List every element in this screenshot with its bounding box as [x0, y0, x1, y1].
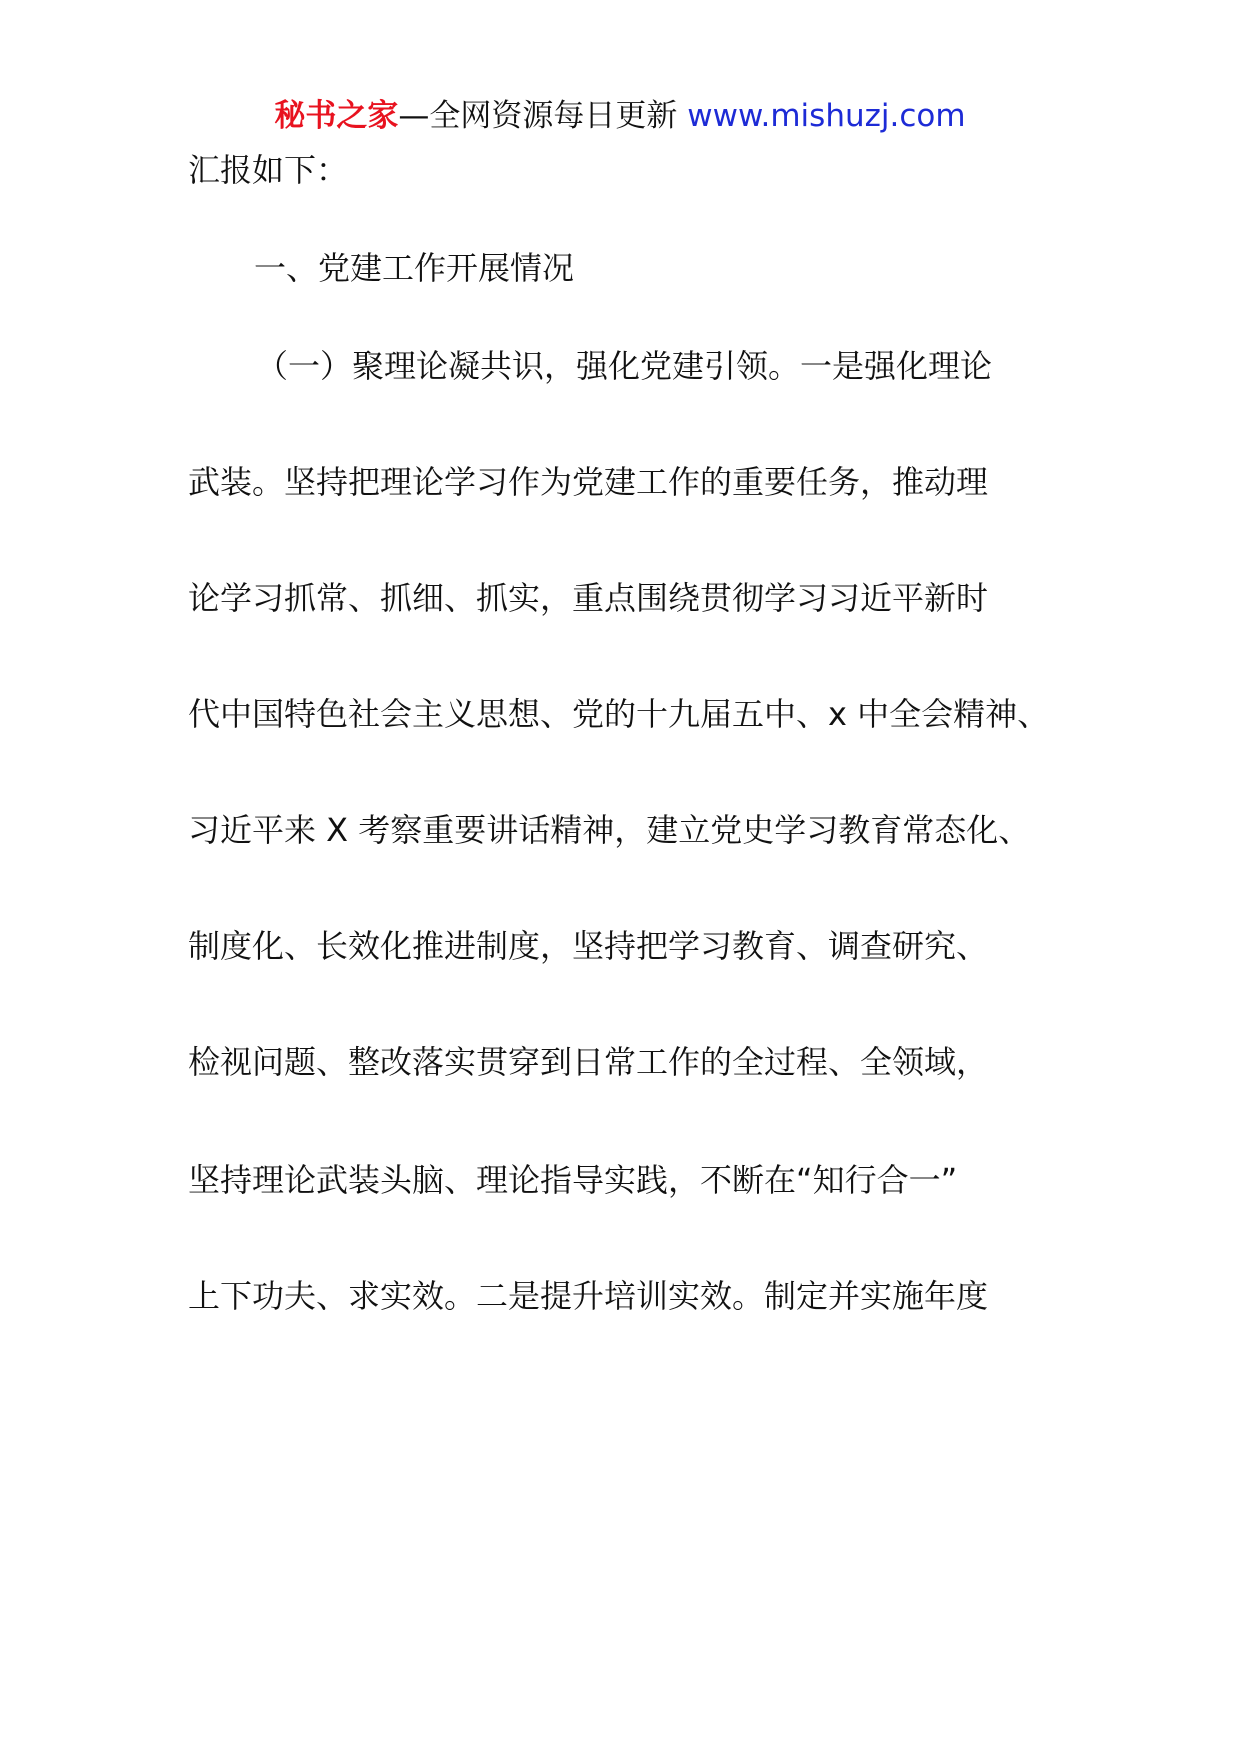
text-line: 习近平来 X 考察重要讲话精神，建立党史学习教育常态化、 — [188, 811, 1031, 849]
text-line: 代中国特色社会主义思想、党的十九届五中、x 中全会精神、 — [188, 695, 1050, 733]
text-line: 上下功夫、求实效。二是提升培训实效。制定并实施年度 — [188, 1277, 989, 1315]
website-link[interactable]: www.mishuzj.com — [687, 98, 966, 134]
header-slogan: —全网资源每日更新 — [398, 98, 688, 134]
section-heading: 一、党建工作开展情况 — [254, 249, 575, 287]
text-line: 汇报如下： — [188, 151, 349, 189]
text-line: 制度化、长效化推进制度，坚持把学习教育、调查研究、 — [188, 927, 989, 965]
text-line: 论学习抓常、抓细、抓实，重点围绕贯彻学习习近平新时 — [188, 579, 989, 617]
text-line: 检视问题、整改落实贯穿到日常工作的全过程、全领域， — [188, 1043, 989, 1081]
brand-name: 秘书之家 — [274, 98, 399, 134]
text-line: 武装。坚持把理论学习作为党建工作的重要任务，推动理 — [188, 463, 989, 501]
text-line: 坚持理论武装头脑、理论指导实践，不断在“知行合一” — [188, 1161, 958, 1199]
subsection-heading-line: （一）聚理论凝共识，强化党建引领。一是强化理论 — [256, 347, 993, 385]
page-header — [0, 96, 1240, 136]
